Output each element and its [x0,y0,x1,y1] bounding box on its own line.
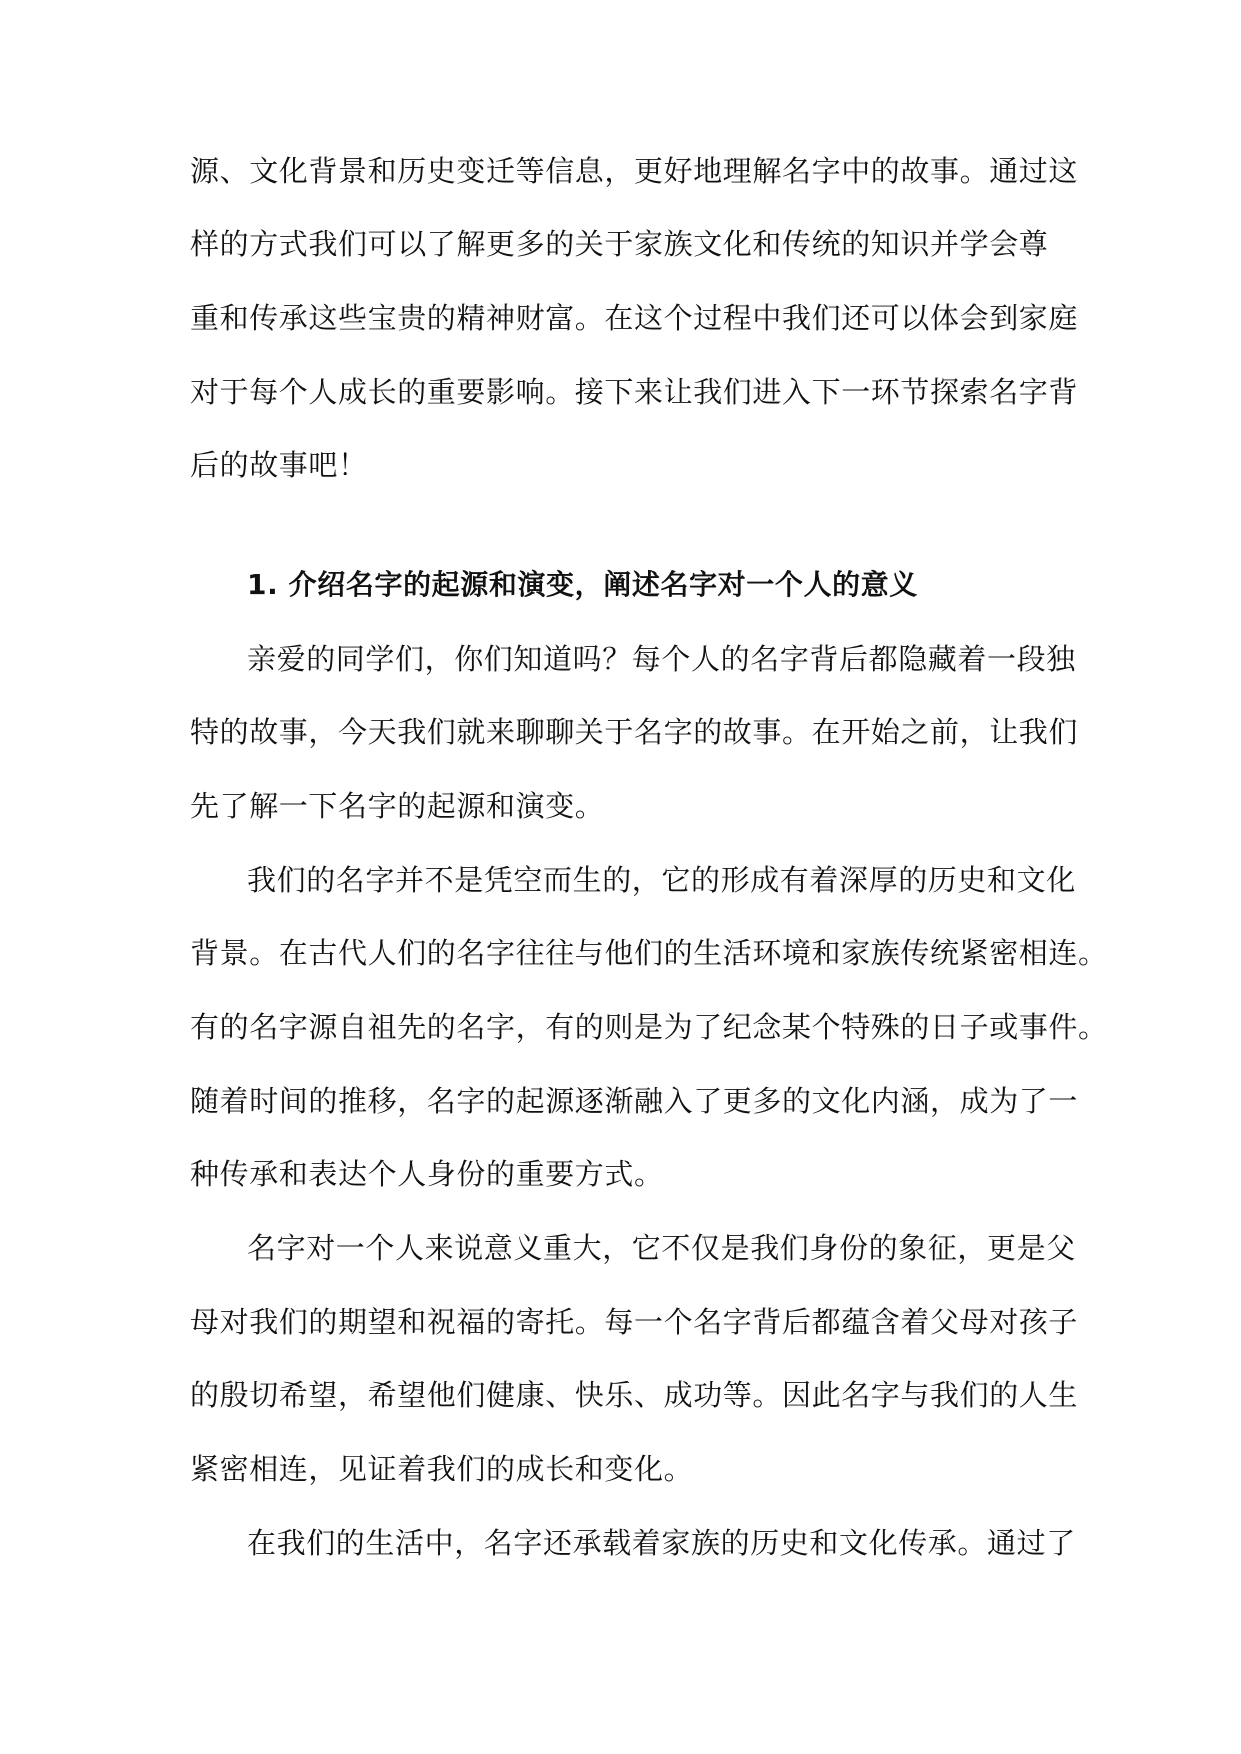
text-line: 源、文化背景和历史变迁等信息，更好地理解名字中的故事。通过这 [190,154,1079,188]
text-line: 对于每个人成长的重要影响。接下来让我们进入下一环节探索名字背 [190,375,1079,409]
text-line: 种传承和表达个人身份的重要方式。 [190,1157,664,1191]
text-line: 后的故事吧！ [190,448,368,482]
text-line: 背景。在古代人们的名字往往与他们的生活环境和家族传统紧密相连。 [190,936,1108,970]
text-line: 亲爱的同学们，你们知道吗？每个人的名字背后都隐藏着一段独 [247,642,1076,676]
text-line: 母对我们的期望和祝福的寄托。每一个名字背后都蕴含着父母对孩子 [190,1305,1079,1339]
text-line: 在我们的生活中，名字还承载着家族的历史和文化传承。通过了 [247,1526,1076,1560]
text-line: 先了解一下名字的起源和演变。 [190,789,605,823]
text-line: 紧密相连，见证着我们的成长和变化。 [190,1452,694,1486]
text-line: 重和传承这些宝贵的精神财富。在这个过程中我们还可以体会到家庭 [190,301,1079,335]
text-line: 名字对一个人来说意义重大，它不仅是我们身份的象征，更是父 [247,1231,1076,1265]
text-line: 的殷切希望，希望他们健康、快乐、成功等。因此名字与我们的人生 [190,1378,1079,1412]
text-line: 有的名字源自祖先的名字，有的则是为了纪念某个特殊的日子或事件。 [190,1010,1108,1044]
text-line: 随着时间的推移，名字的起源逐渐融入了更多的文化内涵，成为了一 [190,1084,1079,1118]
text-line: 样的方式我们可以了解更多的关于家族文化和传统的知识并学会尊 [190,227,1049,261]
text-line: 我们的名字并不是凭空而生的，它的形成有着深厚的历史和文化 [247,863,1076,897]
section-heading: 1. 介绍名字的起源和演变，阐述名字对一个人的意义 [247,568,918,601]
text-line: 特的故事，今天我们就来聊聊关于名字的故事。在开始之前，让我们 [190,715,1079,749]
